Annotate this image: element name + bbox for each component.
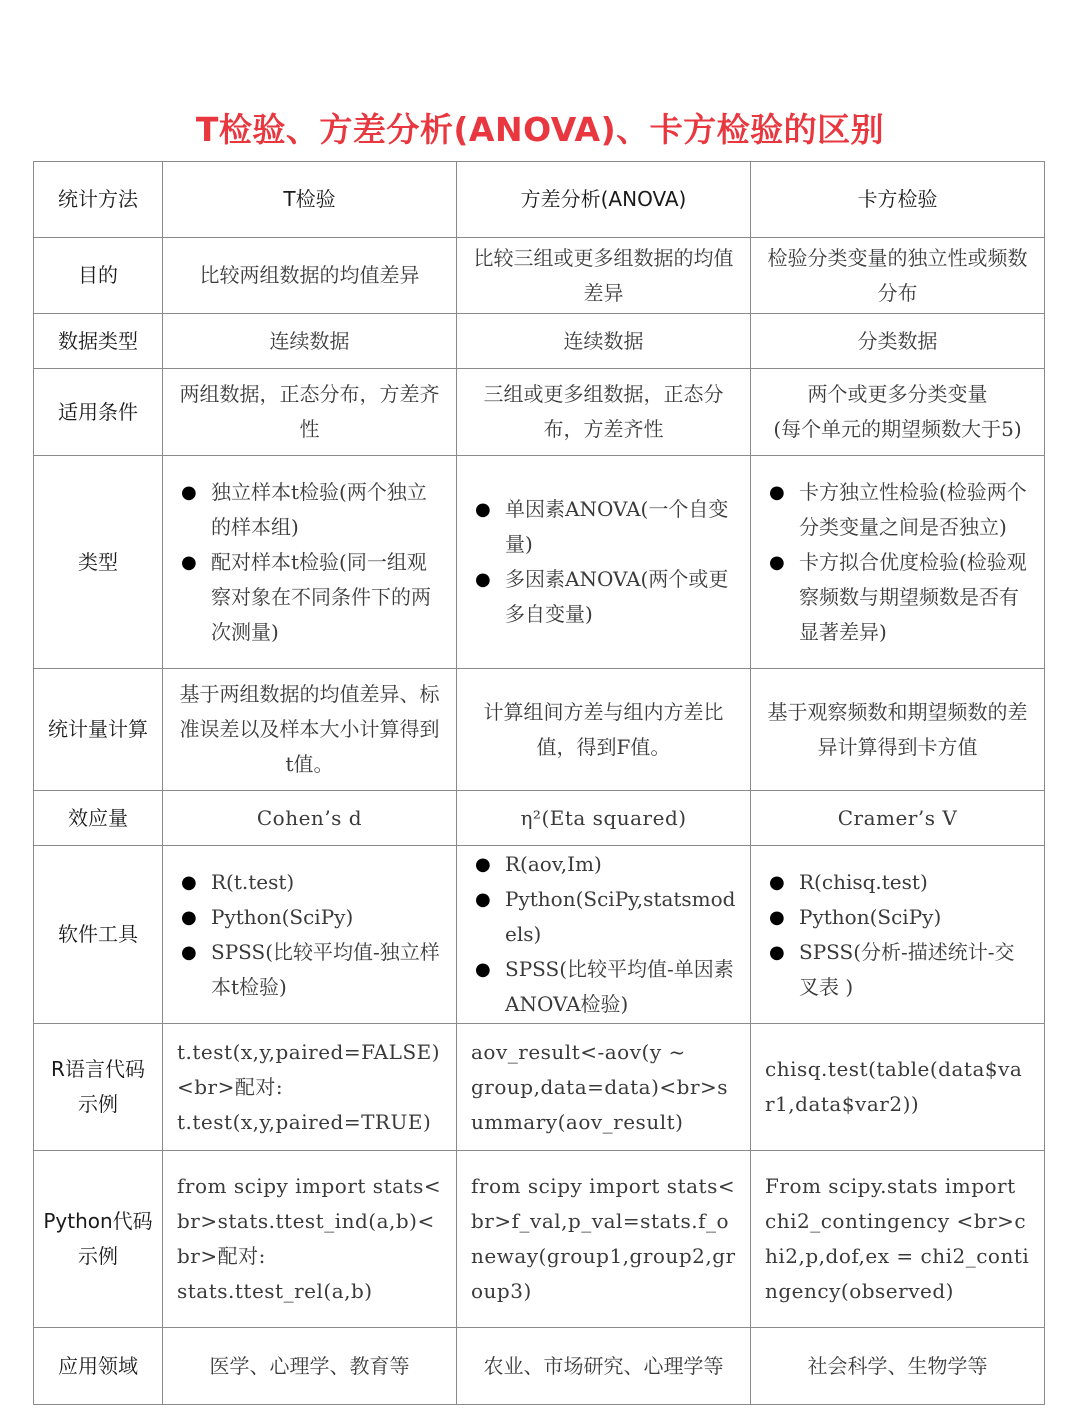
row-label-conditions: 适用条件 [34, 369, 163, 456]
list-item-text: 卡方独立性检验(检验两个分类变量之间是否独立) [799, 479, 1027, 539]
table-row [34, 846, 1045, 1024]
code-line: from scipy import stats<br>stats.ttest_ind(a,b)<br>配对: [177, 1174, 442, 1268]
list-item [177, 475, 442, 545]
list-item-text: SPSS(比较平均值-独立样本t检验) [211, 939, 440, 999]
table-row [34, 314, 1045, 369]
list-item-text: R(t.test) [211, 869, 295, 894]
cell-software-anova [457, 846, 751, 1024]
table-row [34, 369, 1045, 456]
list-item [471, 562, 736, 632]
cell-data-type-chi: 分类数据 [751, 314, 1045, 369]
bullet-icon: ● [181, 941, 197, 963]
bullet-icon: ● [769, 551, 785, 573]
list-item-text: 单因素ANOVA(一个自变量) [505, 497, 729, 556]
conditions-chi-line-2: (每个单元的期望频数大于5) [773, 417, 1022, 441]
table-row [34, 1328, 1045, 1405]
cell-types-chi [751, 456, 1045, 669]
table-row [34, 791, 1045, 846]
list-item [177, 545, 442, 650]
row-label-r-code: R语言代码示例 [34, 1024, 163, 1151]
cell-purpose-t: 比较两组数据的均值差异 [163, 238, 457, 314]
bullet-icon: ● [475, 854, 491, 875]
code-line: t.test(x,y,paired=TRUE) [177, 1109, 432, 1134]
code-line: chisq.test(table(data$var1,data$var2)) [765, 1057, 1023, 1116]
cell-r-code-anova [457, 1024, 751, 1151]
row-label-statistic: 统计量计算 [34, 669, 163, 791]
list-item-text: SPSS(比较平均值-单因素ANOVA检验) [505, 957, 734, 1016]
row-label-fields: 应用领域 [34, 1328, 163, 1405]
cell-purpose-chi: 检验分类变量的独立性或频数分布 [751, 238, 1045, 314]
list-item [471, 882, 736, 952]
header-row [34, 162, 1045, 238]
list-item-text: 独立样本t检验(两个独立的样本组) [211, 479, 427, 539]
column-header-anova: 方差分析(ANOVA) [457, 162, 751, 238]
row-label-purpose: 目的 [34, 238, 163, 314]
bullet-icon: ● [181, 906, 197, 928]
table-row [34, 1024, 1045, 1151]
bullet-icon: ● [181, 481, 197, 503]
list-item-text: SPSS(分析-描述统计-交叉表 ) [799, 939, 1015, 999]
comparison-table [33, 161, 1045, 1405]
table-row [34, 1151, 1045, 1328]
bullet-icon: ● [475, 959, 491, 980]
bullet-icon: ● [181, 551, 197, 573]
table-row [34, 238, 1045, 314]
bullet-icon: ● [181, 871, 197, 893]
list-item-text: 多因素ANOVA(两个或更多自变量) [505, 567, 729, 626]
bullet-icon: ● [769, 871, 785, 893]
column-header-t-test: T检验 [163, 162, 457, 238]
cell-data-type-anova: 连续数据 [457, 314, 751, 369]
list-item [765, 475, 1030, 545]
code-line: from scipy import stats<br>f_val,p_val=stats.f_oneway(group1,group2,group3) [471, 1174, 736, 1303]
list-item-text: Python(SciPy,statsmodels) [505, 887, 736, 946]
list-item [177, 935, 442, 1005]
cell-r-code-t [163, 1024, 457, 1151]
column-header-method: 统计方法 [34, 162, 163, 238]
cell-r-code-chi [751, 1024, 1045, 1151]
cell-conditions-t: 两组数据，正态分布，方差齐性 [163, 369, 457, 456]
list-item [471, 492, 736, 562]
row-label-data-type: 数据类型 [34, 314, 163, 369]
list-item [471, 847, 736, 882]
code-line: group,data=data)<br>summary(aov_result) [471, 1074, 729, 1134]
cell-python-code-chi [751, 1151, 1045, 1328]
cell-statistic-chi: 基于观察频数和期望频数的差异计算得到卡方值 [751, 669, 1045, 791]
code-line: aov_result<-aov(y ~ [471, 1039, 686, 1064]
cell-statistic-anova: 计算组间方差与组内方差比值，得到F值。 [457, 669, 751, 791]
row-label-types: 类型 [34, 456, 163, 669]
cell-effect-size-t: Cohen’s d [163, 791, 457, 846]
cell-software-chi [751, 846, 1045, 1024]
list-item [765, 935, 1030, 1005]
cell-python-code-t [163, 1151, 457, 1328]
row-label-python-code: Python代码示例 [34, 1151, 163, 1328]
cell-types-anova [457, 456, 751, 669]
list-item-text: R(chisq.test) [799, 869, 928, 894]
cell-conditions-anova: 三组或更多组数据，正态分布，方差齐性 [457, 369, 751, 456]
table-row [34, 669, 1045, 791]
code-line: t.test(x,y,paired=FALSE)<br>配对: [177, 1039, 441, 1099]
list-item-text: 配对样本t检验(同一组观察对象在不同条件下的两次测量) [211, 549, 431, 644]
cell-types-t [163, 456, 457, 669]
row-label-software: 软件工具 [34, 846, 163, 1024]
list-item [765, 900, 1030, 935]
code-line: From scipy.stats import chi2_contingency <br>chi2,p,dof,ex = chi2_contingency(observed) [765, 1174, 1030, 1303]
list-item [765, 545, 1030, 650]
list-item [471, 952, 736, 1022]
column-header-chi-square: 卡方检验 [751, 162, 1045, 238]
list-item-text: R(aov,Im) [505, 852, 602, 876]
list-item-text: Python(SciPy) [211, 904, 354, 929]
list-item [177, 900, 442, 935]
list-item [177, 865, 442, 900]
cell-fields-anova: 农业、市场研究、心理学等 [457, 1328, 751, 1405]
cell-statistic-t: 基于两组数据的均值差异、标准误差以及样本大小计算得到t值。 [163, 669, 457, 791]
table-row [34, 456, 1045, 669]
cell-fields-t: 医学、心理学、教育等 [163, 1328, 457, 1405]
conditions-chi-line-1: 两个或更多分类变量 [807, 382, 988, 406]
row-label-effect-size: 效应量 [34, 791, 163, 846]
page-title: T检验、方差分析(ANOVA)、卡方检验的区别 [195, 110, 885, 149]
cell-effect-size-anova: η²(Eta squared) [457, 791, 751, 846]
cell-purpose-anova: 比较三组或更多组数据的均值差异 [457, 238, 751, 314]
bullet-icon: ● [769, 941, 785, 963]
cell-data-type-t: 连续数据 [163, 314, 457, 369]
cell-software-t [163, 846, 457, 1024]
cell-fields-chi: 社会科学、生物学等 [751, 1328, 1045, 1405]
cell-effect-size-chi: Cramer’s V [751, 791, 1045, 846]
bullet-icon: ● [475, 569, 491, 590]
cell-python-code-anova [457, 1151, 751, 1328]
list-item-text: Python(SciPy) [799, 904, 942, 929]
bullet-icon: ● [475, 889, 491, 910]
list-item-text: 卡方拟合优度检验(检验观察频数与期望频数是否有显著差异) [799, 549, 1027, 644]
bullet-icon: ● [475, 499, 491, 520]
bullet-icon: ● [769, 481, 785, 503]
cell-conditions-chi [751, 369, 1045, 456]
bullet-icon: ● [769, 906, 785, 928]
code-line: stats.ttest_rel(a,b) [177, 1279, 373, 1303]
list-item [765, 865, 1030, 900]
